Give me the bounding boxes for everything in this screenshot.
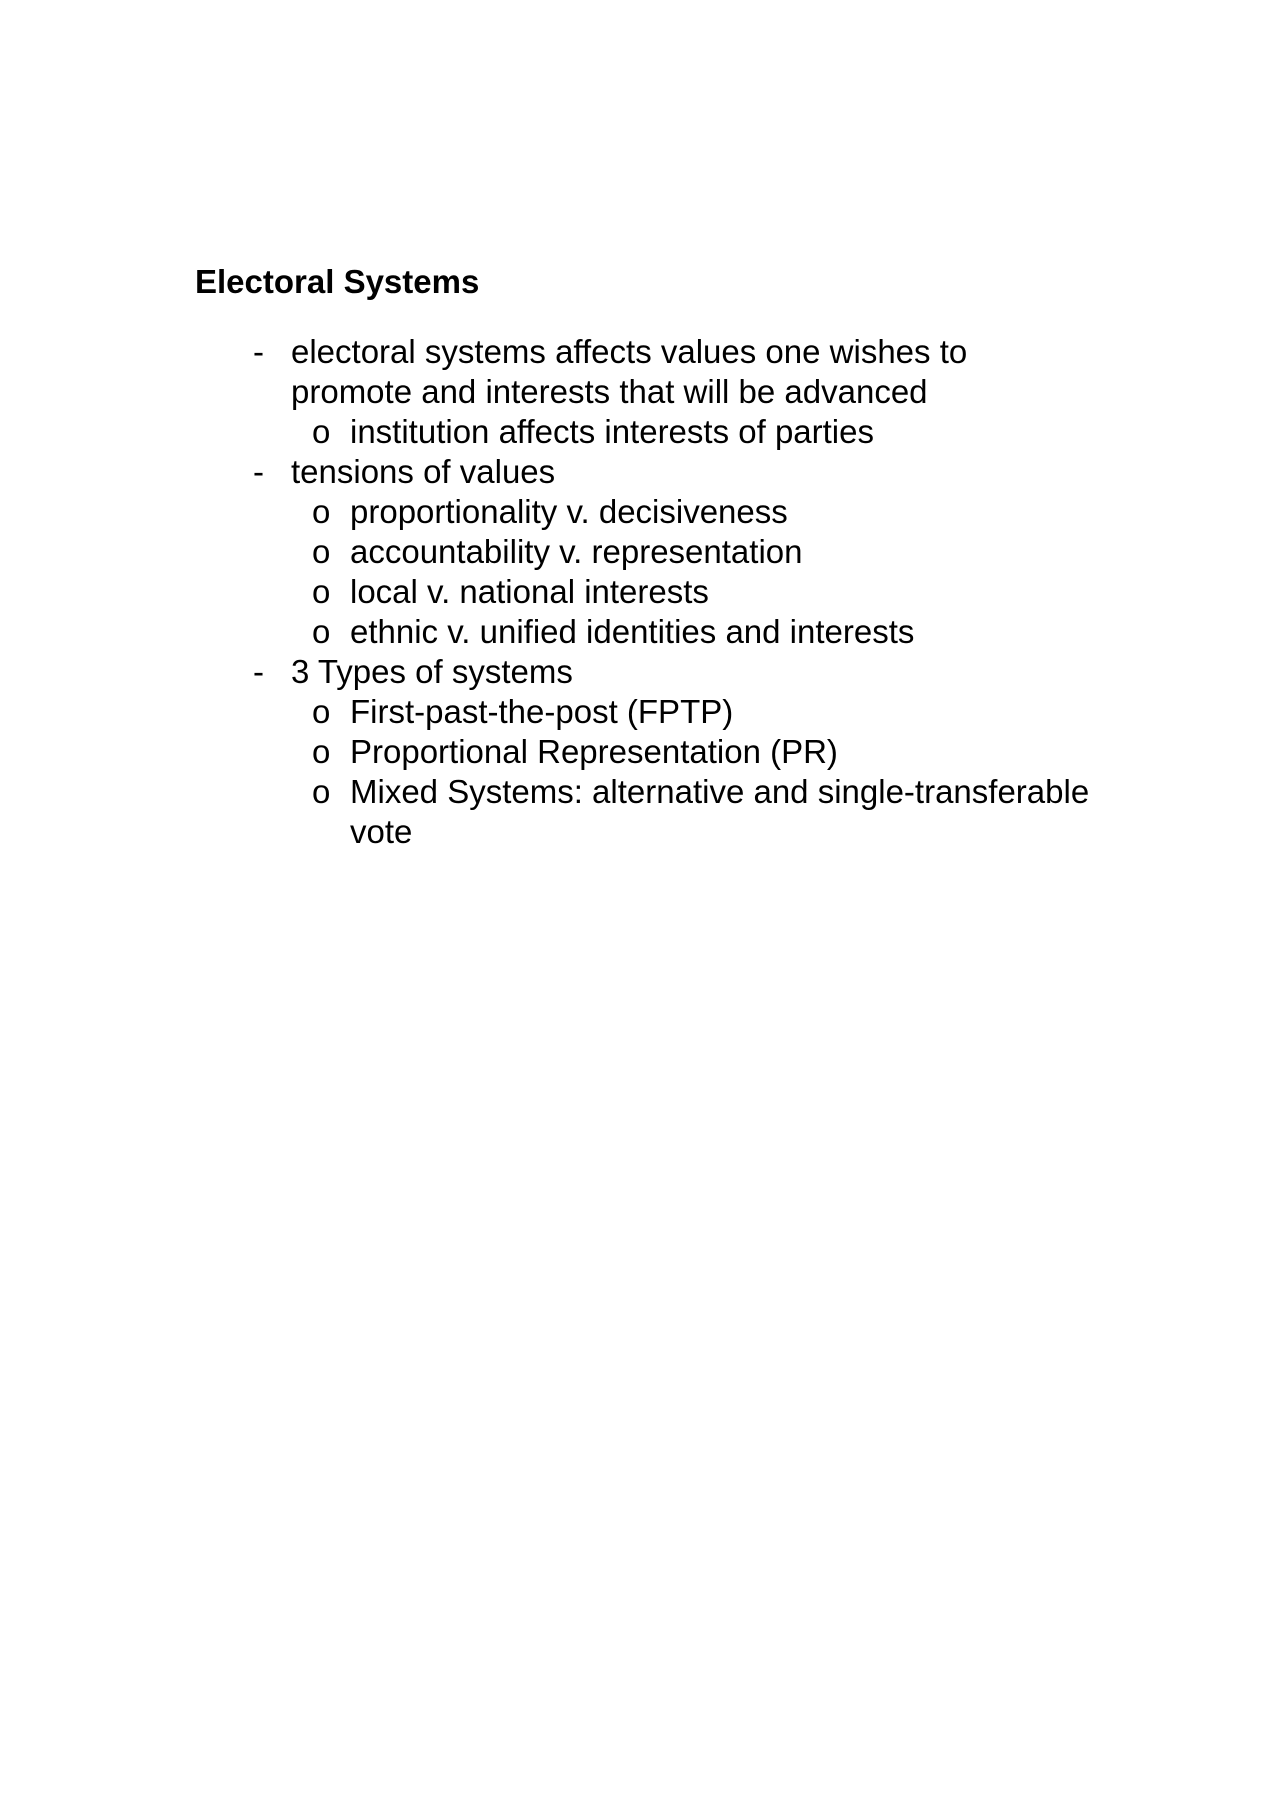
circle-bullet-marker: o — [312, 613, 331, 650]
sub-list-item-text: proportionality v. decisiveness — [350, 493, 788, 530]
sub-list-item-text: vote — [350, 813, 413, 850]
sub-list-item-text: local v. national interests — [350, 573, 709, 610]
dash-bullet-marker: - — [253, 453, 264, 490]
list-item-text: electoral systems affects values one wishes to — [291, 333, 968, 370]
dash-bullet-marker: - — [253, 653, 264, 690]
circle-bullet-marker: o — [312, 493, 331, 530]
sub-list-item-text: Mixed Systems: alternative and single-transferable — [350, 773, 1090, 810]
circle-bullet-marker: o — [312, 413, 331, 450]
page-title: Electoral Systems — [195, 263, 480, 300]
list-item-text: promote and interests that will be advanced — [291, 373, 928, 410]
sub-list-item-text: Proportional Representation (PR) — [350, 733, 838, 770]
list-item-text: 3 Types of systems — [291, 653, 573, 690]
circle-bullet-marker: o — [312, 733, 331, 770]
circle-bullet-marker: o — [312, 773, 331, 810]
sub-list-item-text: ethnic v. unified identities and interests — [350, 613, 915, 650]
circle-bullet-marker: o — [312, 693, 331, 730]
list-item-text: tensions of values — [291, 453, 556, 490]
sub-list-item-text: accountability v. representation — [350, 533, 803, 570]
circle-bullet-marker: o — [312, 533, 331, 570]
sub-list-item-text: institution affects interests of parties — [350, 413, 874, 450]
circle-bullet-marker: o — [312, 573, 331, 610]
dash-bullet-marker: - — [253, 333, 264, 370]
sub-list-item-text: First-past-the-post (FPTP) — [350, 693, 734, 730]
